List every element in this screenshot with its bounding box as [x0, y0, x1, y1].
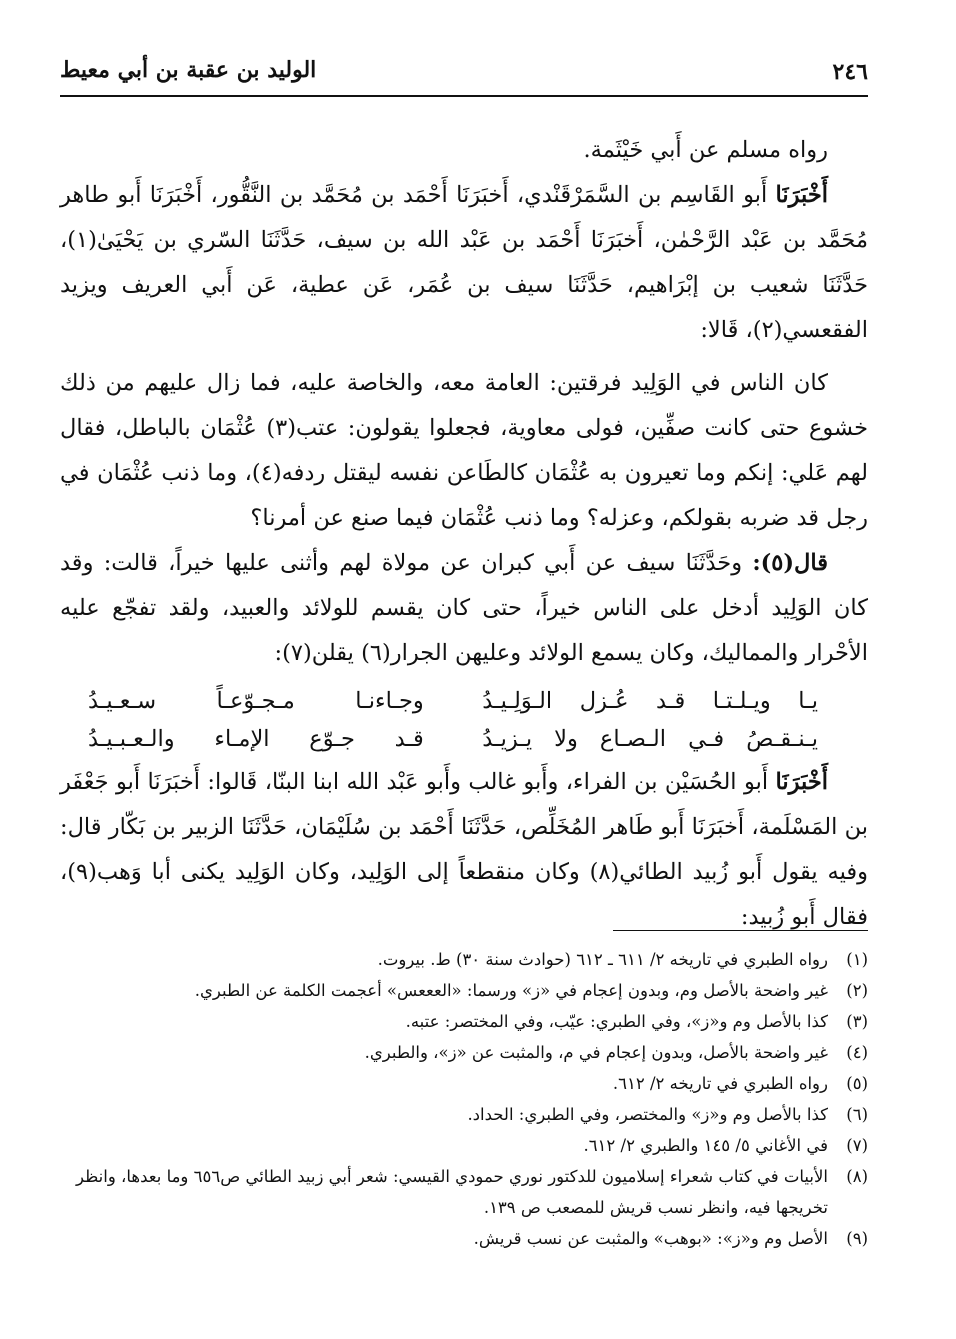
- footnote-text: غير واضحة بالأصل وم، وبدون إعجام في «ز» ورسما: «العععس» أعجمت الكلمة عن الطبري.: [194, 981, 828, 1000]
- footnote-number: (٣): [846, 1012, 868, 1031]
- footnote-number: (١): [846, 950, 868, 969]
- footnote: [60, 975, 868, 1006]
- footnote: [60, 944, 868, 975]
- footnote: [60, 1006, 868, 1037]
- footnote: [60, 1161, 868, 1223]
- footnote: [60, 1068, 868, 1099]
- footnote: [60, 1130, 868, 1161]
- footnote-text: الأصل وم و«ز»: «بوهب» والمثبت عن نسب قريش.: [473, 1229, 828, 1248]
- footnote-text: رواه الطبري في تاريخه ٢/ ٦١٢.: [612, 1074, 828, 1093]
- page-header: [60, 55, 868, 97]
- paragraph-4-lead: قال(٥):: [752, 550, 828, 576]
- paragraph-1: [60, 128, 868, 173]
- paragraph-2-text: أَبو القَاسِم بن السَّمَرْقَنْدي، أَخبَرَنَا أَحْمَد بن مُحَمَّد بن النَّقُّور، أَخْبَرَنَا أَبو طاهر مُحَمَّد بن عَبْد الرَّحْمٰن، أَخبَرَنَا أَحْمَد بن عَبْد الله بن سيف، حَدَّثَنَا السّري بن يَحْيَىٰ(١)، حَدَّثَنَا شعيب بن إبْرَاهيم، حَدَّثَنَا سيف بن عُمَر، عَن عطية، عَن أَبي العريف ويزيد الفقعسي(٢)، قَالا:: [60, 182, 869, 343]
- footnote-text: كذا بالأصل وم و«ز» والمختصر، وفي الطبري: الحداد.: [467, 1105, 828, 1124]
- paragraph-1-text: رواه مسلم عن أَبي خَيْثَمة.: [583, 137, 828, 163]
- paragraph-2-lead: أَخْبَرَنَا: [775, 182, 828, 208]
- footnote-divider: [613, 930, 868, 931]
- running-title: الوليد بن عقبة بن أبي معيط: [60, 57, 317, 83]
- paragraph-4: [60, 541, 868, 676]
- footnote-number: (٦): [846, 1105, 868, 1124]
- footnote-text: غير واضحة بالأصل، وبدون إعجام في م، والمثبت عن «ز»، والطبري.: [364, 1043, 828, 1062]
- footnotes: [60, 944, 868, 1254]
- hemistich-right: يـنـقـصُ فـي الـصـاع ولا يـزيـدُ: [482, 726, 818, 752]
- footnote-text: الأبيات في كتاب شعراء إسلاميون للدكتور نوري حمودي القيسي: شعر أبي زبيد الطائي ص٦٥٦ وما بعدها، وانظر تخريجها فيه، وانظر نسب قريش للمصعب ص ١٣٩.: [76, 1167, 828, 1217]
- poem: [60, 682, 868, 758]
- page-number: ٢٤٦: [832, 59, 868, 85]
- footnote-number: (٤): [846, 1043, 868, 1062]
- footnote-number: (٧): [846, 1136, 868, 1155]
- footnote-text: في الأغاني ٥/ ١٤٥ والطبري ٢/ ٦١٢.: [583, 1136, 828, 1155]
- paragraph-2: [60, 173, 868, 353]
- main-text: [60, 128, 868, 940]
- footnote-number: (٢): [846, 981, 868, 1000]
- footnote: [60, 1037, 868, 1068]
- footnote-number: (٨): [846, 1167, 868, 1186]
- footnote-text: كذا بالأصل وم و«ز»، وفي الطبري: عيّب، وفي المختصر: عتبه.: [405, 1012, 828, 1031]
- hemistich-left: قـد جـوّع الإمـاء والـعـبـيـدُ: [88, 726, 424, 752]
- footnote-number: (٩): [846, 1229, 868, 1248]
- paragraph-3-text: كان الناس في الوَلِيد فرقتين: العامة معه، والخاصة عليه، فما زال عليهم من ذلك خشوع حتى كانت صفِّين، فولى معاوية، فجعلوا يقولون: عتب(٣) عُثْمَان بالباطل، فقال لهم عَلي: إنكم وما تعيرون به عُثْمَان كالطَاعن نفسه ليقتل ردفه(٤)، وما ذنب عُثْمَان في رجل قد ضربه بقولكم، وعزله؟ وما ذنب عُثْمَان فيما صنع عن أمرنا؟: [60, 370, 868, 531]
- footnote: [60, 1099, 868, 1130]
- paragraph-5-text: أَبو الحُسَيْن بن الفراء، وأَبو غالب وأَبو عَبْد الله ابنا البنّا، قَالوا: أَخبَرَنَا أَبو جَعْفَر بن المَسْلَمة، أَخبَرَنَا أَبو طَاهر المُخَلِّص، حَدَّثَنَا أَحْمَد بن سُلَيْمَان، حَدَّثَنَا الزبير بن بَكّار قال: وفيه يقول أَبو زُبيد الطائي(٨) وكان منقطعاً إلى الوَلِيد، وكان الوَلِيد يكنى أبا وَهب(٩)، فقال أَبو زُبيد:: [60, 769, 868, 930]
- paragraph-3: [60, 361, 868, 541]
- paragraph-5: [60, 760, 868, 940]
- paragraph-5-lead: أَخْبَرَنَا: [775, 769, 828, 795]
- footnote-number: (٥): [846, 1074, 868, 1093]
- verse-line: [60, 682, 868, 720]
- footnote: [60, 1223, 868, 1254]
- verse-line: [60, 720, 868, 758]
- paragraph-4-text: وحَدَّثَنَا سيف عن أَبي كبران عن مولاة لهم وأثنى عليها خيراً، قالت: وقد كان الوَلِيد أدخل على الناس خيراً، حتى كان يقسم للولائد والعبيد، ولقد تفجّع عليه الأحْرار والمماليك، وكان يسمع الولائد وعليهن الجرار(٦) يقلن(٧):: [60, 550, 868, 666]
- footnote-text: رواه الطبري في تاريخه ٢/ ٦١١ ـ ٦١٢ (حوادث سنة ٣٠) ط. بيروت.: [377, 950, 828, 969]
- hemistich-right: يـا ويـلـتـا قـد عُـزل الـوَلِـيـدُ: [482, 688, 818, 714]
- hemistich-left: وجـاءنـا مـجـوّعـاً سـعـيـدُ: [88, 688, 424, 714]
